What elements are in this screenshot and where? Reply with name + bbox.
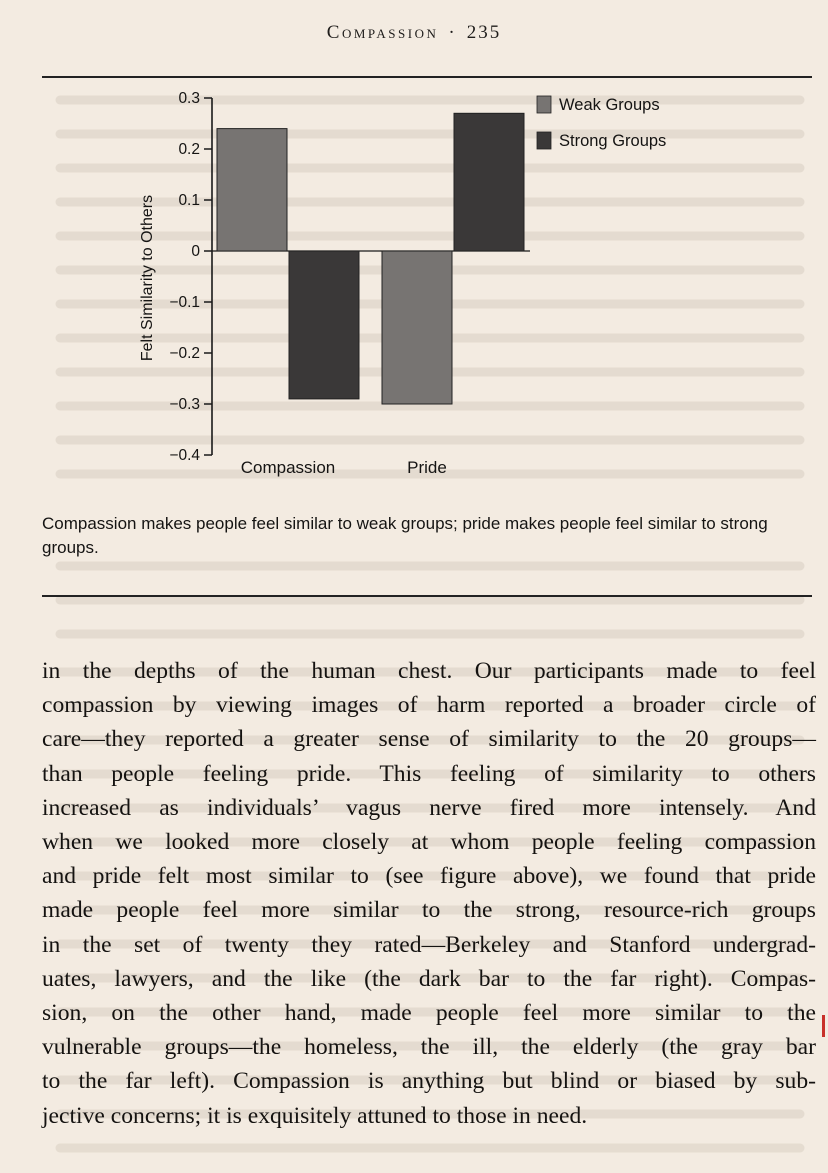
body-line: when we looked more closely at whom people feeling compassion: [42, 829, 816, 856]
bars: [217, 113, 524, 404]
x-tick-label-pride: Pride: [407, 458, 447, 477]
separator-dot: ·: [448, 22, 457, 43]
body-line: made people feel more similar to the strong, resource-rich groups: [42, 897, 816, 924]
body-line: and pride felt most similar to (see figure above), we found that pride: [42, 863, 816, 890]
legend-label: Strong Groups: [559, 132, 667, 150]
legend-swatch: [537, 96, 551, 113]
legend-swatch: [537, 132, 551, 149]
y-tick-label: 0.2: [178, 141, 200, 158]
y-tick-label: −0.3: [169, 396, 200, 413]
y-tick-label: −0.2: [169, 345, 200, 362]
bar-pride-weak-groups: [382, 251, 452, 404]
y-tick-label: 0: [191, 243, 200, 260]
y-tick-label: 0.1: [178, 192, 200, 209]
margin-mark: [822, 1015, 825, 1037]
bar-pride-strong-groups: [454, 113, 524, 251]
body-paragraph: [42, 654, 816, 1133]
y-tick-label: 0.3: [178, 90, 200, 107]
body-line: vulnerable groups—the homeless, the ill, the elderly (the gray bar: [42, 1034, 816, 1061]
y-tick-label: −0.4: [169, 447, 200, 464]
legend: [537, 96, 666, 150]
x-tick-label-compassion: Compassion: [240, 458, 336, 477]
body-line: increased as individuals’ vagus nerve fired more intensely. And: [42, 794, 816, 821]
y-axis-label: Felt Similarity to Others: [139, 194, 156, 362]
body-line: in the set of twenty they rated—Berkeley and Stanford undergrad-: [42, 931, 816, 958]
body-line: uates, lawyers, and the like (the dark bar to the far right). Compas-: [42, 965, 816, 992]
y-tick-label: −0.1: [169, 294, 200, 311]
body-line: compassion by viewing images of harm reported a broader circle of: [42, 692, 816, 719]
body-line: jective concerns; it is exquisitely attuned to those in need.: [42, 1102, 588, 1129]
bar-compassion-weak-groups: [217, 129, 287, 251]
body-line: than people feeling pride. This feeling of similarity to others: [42, 760, 816, 787]
bar-compassion-strong-groups: [289, 251, 359, 399]
legend-label: Weak Groups: [559, 96, 660, 114]
body-line: sion, on the other hand, made people feel more similar to the: [42, 1000, 816, 1027]
running-head-title: Compassion: [326, 22, 439, 43]
body-line: to the far left). Compassion is anything but blind or biased by sub-: [42, 1068, 816, 1095]
bar-chart: [0, 0, 828, 500]
body-line: care—they reported a greater sense of similarity to the 20 groups—: [42, 726, 816, 753]
page-number: 235: [466, 22, 502, 43]
figure-bottom-rule: [42, 595, 812, 597]
body-line: in the depths of the human chest. Our participants made to feel: [42, 658, 816, 684]
x-axis-labels: [241, 458, 447, 477]
figure-caption: Compassion makes people feel similar to weak groups; pride makes people feel similar to strong groups.: [42, 514, 768, 557]
